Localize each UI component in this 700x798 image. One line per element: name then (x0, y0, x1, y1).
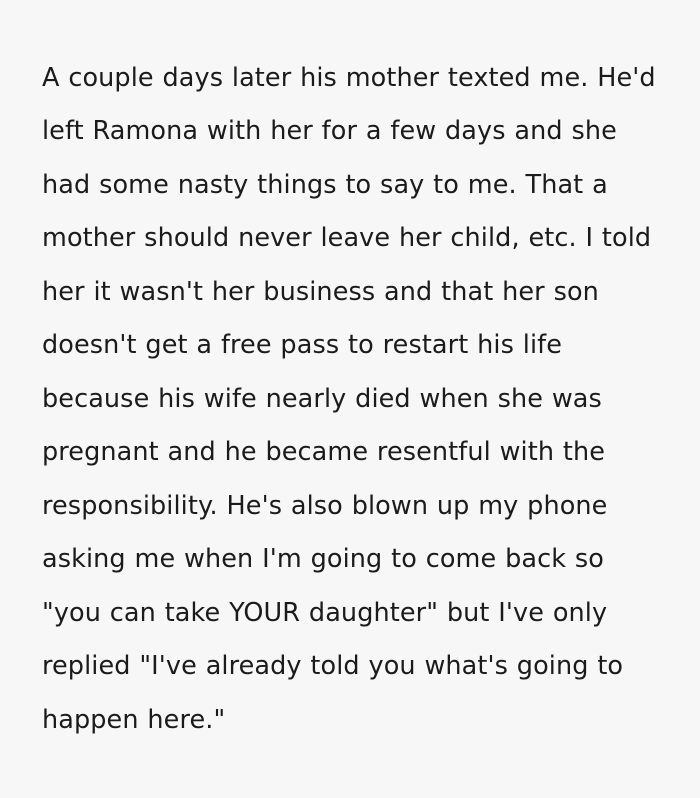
story-paragraph: A couple days later his mother texted me. He'd left Ramona with her for a few days and she had some nasty things to say to me. That a mother should never leave her child, etc. I told her it wasn't her business and that her son doesn't get a free pass to restart his life because his wife nearly died when she was pregnant and he became resentful with the responsibility. He's also blown up my phone asking me when I'm going to come back so "you can take YOUR daughter" but I've only replied "I've already told you what's going to happen here." (42, 62, 665, 735)
